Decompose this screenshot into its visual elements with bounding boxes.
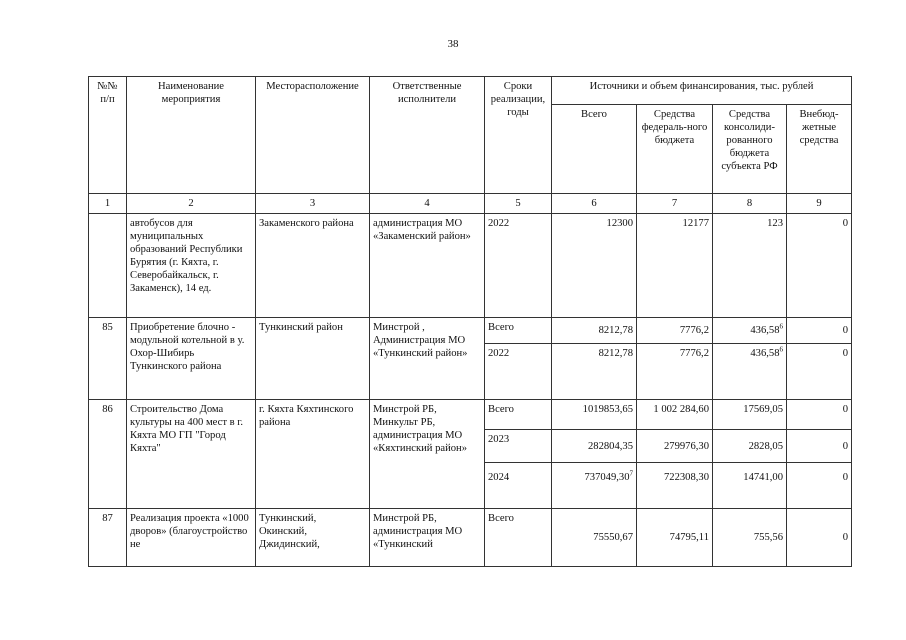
table-row xyxy=(89,400,852,430)
row-responsible: Минстрой РБ, Минкульт РБ, администрация МО «Кяхтинский район» xyxy=(370,400,485,509)
row-responsible: администрация МО «Закаменский район» xyxy=(370,214,485,318)
header-funding: Источники и объем финансирования, тыс. рублей xyxy=(552,77,852,105)
row-year: Всего xyxy=(485,400,552,430)
row-number: 86 xyxy=(89,400,127,509)
row-number: 87 xyxy=(89,509,127,567)
row-offbudget: 0 xyxy=(787,509,852,567)
footnote-mark: 6 xyxy=(779,322,783,331)
row-federal: 722308,30 xyxy=(637,463,713,509)
row-year: Всего xyxy=(485,509,552,567)
column-number-row xyxy=(89,194,852,214)
row-offbudget: 0 xyxy=(787,463,852,509)
regional-value: 436,58 xyxy=(750,348,780,359)
row-name: Строительство Дома культуры на 400 мест в г. Кяхта МО ГП "Город Кяхта" xyxy=(127,400,256,509)
row-federal: 1 002 284,60 xyxy=(637,400,713,430)
column-number: 6 xyxy=(552,194,637,214)
row-responsible: Минстрой , Администрация МО «Тункинский район» xyxy=(370,318,485,400)
row-year: 2022 xyxy=(485,344,552,400)
row-offbudget: 0 xyxy=(787,400,852,430)
row-regional: 755,56 xyxy=(713,509,787,567)
page-number: 38 xyxy=(447,38,459,50)
row-regional: 123 xyxy=(713,214,787,318)
total-value: 737049,30 xyxy=(584,472,630,483)
header-row-1 xyxy=(89,77,852,105)
row-regional xyxy=(713,344,787,400)
row-year: Всего xyxy=(485,318,552,344)
row-location: Тункинский, Окинский, Джидинский, xyxy=(256,509,370,567)
row-location: Тункинский район xyxy=(256,318,370,400)
row-total: 282804,35 xyxy=(552,430,637,463)
row-name: автобусов для муниципальных образований Республики Бурятия (г. Кяхта, г. Северобайкальск, г. Закаменск), 14 ед. xyxy=(127,214,256,318)
row-offbudget: 0 xyxy=(787,214,852,318)
row-name: Реализация проекта «1000 дворов» (благоустройство не xyxy=(127,509,256,567)
row-federal: 7776,2 xyxy=(637,318,713,344)
row-federal: 7776,2 xyxy=(637,344,713,400)
header-responsible: Ответственные исполнители xyxy=(370,77,485,194)
row-name: Приобретение блочно - модульной котельной в у. Охор-Шибирь Тункинского района xyxy=(127,318,256,400)
table-row xyxy=(89,509,852,567)
footnote-mark: 7 xyxy=(629,469,633,478)
header-num: №№ п/п xyxy=(89,77,127,194)
row-regional xyxy=(713,318,787,344)
row-year: 2023 xyxy=(485,430,552,463)
funding-table xyxy=(88,76,852,567)
column-number: 4 xyxy=(370,194,485,214)
row-location: г. Кяхта Кяхтинского района xyxy=(256,400,370,509)
footnote-mark: 6 xyxy=(779,345,783,354)
header-period: Сроки реализации, годы xyxy=(485,77,552,194)
row-year: 2024 xyxy=(485,463,552,509)
row-regional: 14741,00 xyxy=(713,463,787,509)
row-total: 8212,78 xyxy=(552,344,637,400)
row-total: 12300 xyxy=(552,214,637,318)
row-federal: 74795,11 xyxy=(637,509,713,567)
row-total: 1019853,65 xyxy=(552,400,637,430)
row-total xyxy=(552,463,637,509)
row-regional: 2828,05 xyxy=(713,430,787,463)
column-number: 1 xyxy=(89,194,127,214)
header-total: Всего xyxy=(552,105,637,194)
table-row xyxy=(89,214,852,318)
row-offbudget: 0 xyxy=(787,344,852,400)
row-offbudget: 0 xyxy=(787,318,852,344)
column-number: 8 xyxy=(713,194,787,214)
row-offbudget: 0 xyxy=(787,430,852,463)
row-federal: 12177 xyxy=(637,214,713,318)
column-number: 2 xyxy=(127,194,256,214)
column-number: 9 xyxy=(787,194,852,214)
row-total: 75550,67 xyxy=(552,509,637,567)
row-federal: 279976,30 xyxy=(637,430,713,463)
header-regional: Средства консолиди-рованного бюджета субъекта РФ xyxy=(713,105,787,194)
row-responsible: Минстрой РБ, администрация МО «Тункинский xyxy=(370,509,485,567)
row-year: 2022 xyxy=(485,214,552,318)
row-location: Закаменского района xyxy=(256,214,370,318)
row-regional: 17569,05 xyxy=(713,400,787,430)
header-federal: Средства федераль-ного бюджета xyxy=(637,105,713,194)
row-number xyxy=(89,214,127,318)
row-number: 85 xyxy=(89,318,127,400)
header-name: Наименование мероприятия xyxy=(127,77,256,194)
column-number: 5 xyxy=(485,194,552,214)
regional-value: 436,58 xyxy=(750,325,780,336)
row-total: 8212,78 xyxy=(552,318,637,344)
table-row xyxy=(89,318,852,344)
column-number: 7 xyxy=(637,194,713,214)
header-location: Месторасположение xyxy=(256,77,370,194)
column-number: 3 xyxy=(256,194,370,214)
header-offbudget: Внебюд-жетные средства xyxy=(787,105,852,194)
